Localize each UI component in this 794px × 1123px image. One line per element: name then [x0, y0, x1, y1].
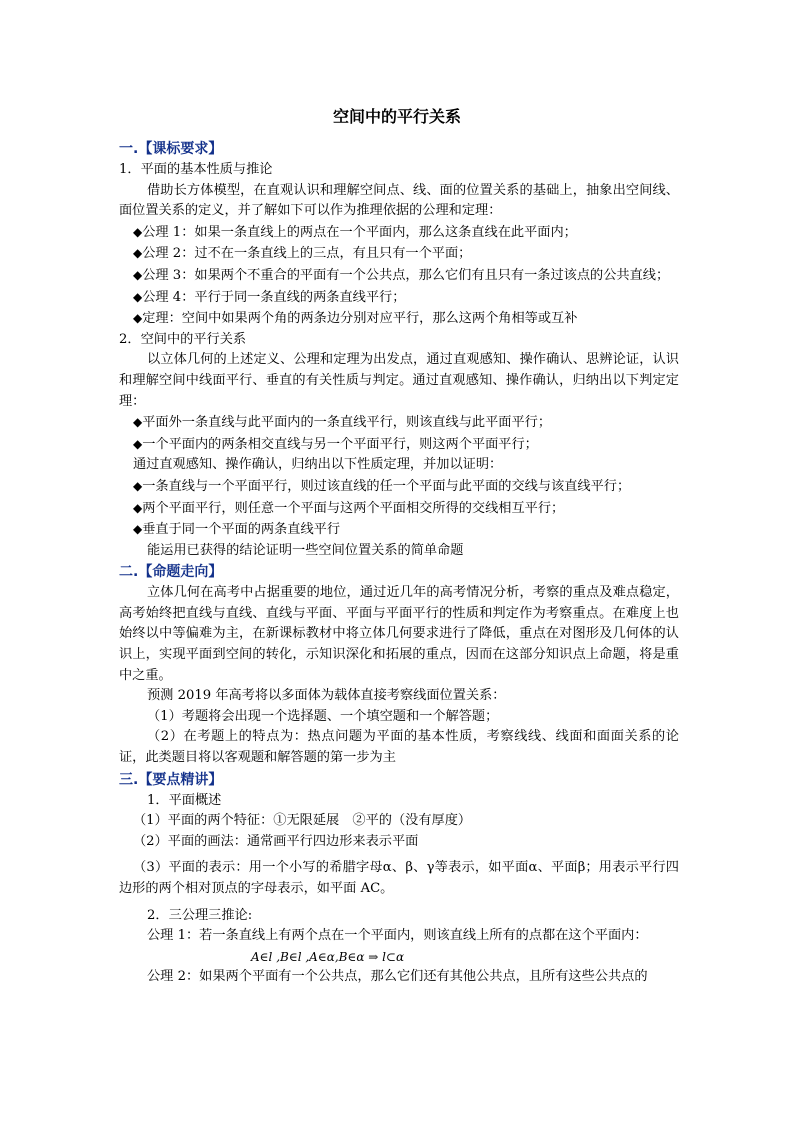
diamond-bullet-icon: ◆: [133, 478, 143, 493]
page-title: 空间中的平行关系: [332, 107, 461, 126]
section-heading-3: 三.【要点精讲】: [119, 771, 223, 788]
paragraph: 1．平面概述: [147, 792, 222, 808]
diamond-bullet-icon: ◆: [133, 246, 143, 261]
paragraph: 通过直观感知、操作确认，归纳出以下性质定理，并加以证明：: [133, 457, 503, 473]
bullet-item: ◆一个平面内的两条相交直线与另一个平面平行，则这两个平面平行；: [133, 436, 538, 452]
paragraph: （1）平面的两个特征：①无限延展 ②平的（没有厚度）: [133, 813, 472, 829]
list-item: （2）在考题上的特点为：热点问题为平面的基本性质，考察线线、线面和面面关系的论证，此类题目将以客观题和解答题的第一步为主: [119, 729, 679, 766]
list-item: （1）考题将会出现一个选择题、一个填空题和一个解答题；: [147, 708, 499, 724]
document-body: [119, 138, 679, 988]
subheading: 1．平面的基本性质与推论: [119, 162, 273, 177]
bullet-item: ◆公理 4：平行于同一条直线的两条直线平行；: [133, 289, 406, 305]
bullet-item: ◆定理：空间中如果两个角的两条边分别对应平行，那么这两个角相等或互补: [133, 311, 578, 327]
paragraph: （2）平面的画法：通常画平行四边形来表示平面: [133, 833, 419, 849]
diamond-bullet-icon: ◆: [133, 311, 143, 326]
bullet-item: ◆一条直线与一个平面平行，则过该直线的任一个平面与此平面的交线与该直线平行；: [133, 478, 631, 494]
paragraph: 2．三公理三推论:: [147, 907, 253, 923]
paragraph: 以立体几何的上述定义、公理和定理为出发点，通过直观感知、操作确认、思辨论证，认识和理解空间中线面平行、垂直的有关性质与判定。通过直观感知、操作确认，归纳出以下判定定理：: [119, 352, 679, 409]
bullet-item: ◆公理 3：如果两个不重合的平面有一个公共点，那么它们有且只有一条过该点的公共直线；: [133, 267, 670, 283]
paragraph: 公理 1：若一条直线上有两个点在一个平面内，则该直线上所有的点都在这个平面内：: [147, 928, 648, 944]
diamond-bullet-icon: ◆: [133, 224, 143, 239]
paragraph: 借助长方体模型，在直观认识和理解空间点、线、面的位置关系的基础上，抽象出空间线、面位置关系的定义，并了解如下可以作为推理依据的公理和定理：: [119, 182, 679, 219]
diamond-bullet-icon: ◆: [133, 522, 143, 537]
bullet-item: ◆公理 1：如果一条直线上的两点在一个平面内，那么这条直线在此平面内；: [133, 224, 577, 240]
math-formula: A∈l ,B∈l ,A∈α,B∈α ⇒ l⊂α: [251, 949, 405, 964]
subheading: 2．空间中的平行关系: [119, 331, 247, 347]
diamond-bullet-icon: ◆: [133, 436, 143, 451]
paragraph: （3）平面的表示：用一个小写的希腊字母α、β、γ等表示，如平面α、平面β；用表示平行四边形的两个相对顶点的字母表示，如平面 AC。: [119, 860, 679, 896]
bullet-item: ◆平面外一条直线与此平面内的一条直线平行，则该直线与此平面平行；: [133, 415, 552, 431]
diamond-bullet-icon: ◆: [133, 500, 143, 515]
paragraph: 预测 2019 年高考将以多面体为载体直接考察线面位置关系：: [147, 688, 506, 704]
bullet-item: ◆两个平面平行，则任意一个平面与这两个平面相交所得的交线相互平行；: [133, 500, 565, 516]
diamond-bullet-icon: ◆: [133, 289, 143, 304]
section-heading-1: 一.【课标要求】: [119, 141, 223, 157]
bullet-item: ◆垂直于同一个平面的两条直线平行: [133, 522, 341, 538]
paragraph: 能运用已获得的结论证明一些空间位置关系的简单命题: [147, 542, 464, 558]
bullet-item: ◆公理 2：过不在一条直线上的三点，有且只有一个平面；: [133, 246, 472, 262]
paragraph: 公理 2：如果两个平面有一个公共点，那么它们还有其他公共点，且所有这些公共点的: [147, 969, 648, 985]
diamond-bullet-icon: ◆: [133, 267, 143, 282]
section-heading-2: 二.【命题走向】: [119, 564, 223, 581]
paragraph: 立体几何在高考中占据重要的地位，通过近几年的高考情况分析，考察的重点及难点稳定，高考始终把直线与直线、直线与平面、平面与平面平行的性质和判定作为考察重点。在难度上也始终以中等偏难为主，在新课标教材中将立体几何要求进行了降低，重点在对图形及几何体的认识上，实现平面到空间的转化，示知识深化和拓展的重点，因而在这部分知识点上命题，将是重中之重。: [119, 585, 679, 683]
diamond-bullet-icon: ◆: [133, 415, 143, 430]
